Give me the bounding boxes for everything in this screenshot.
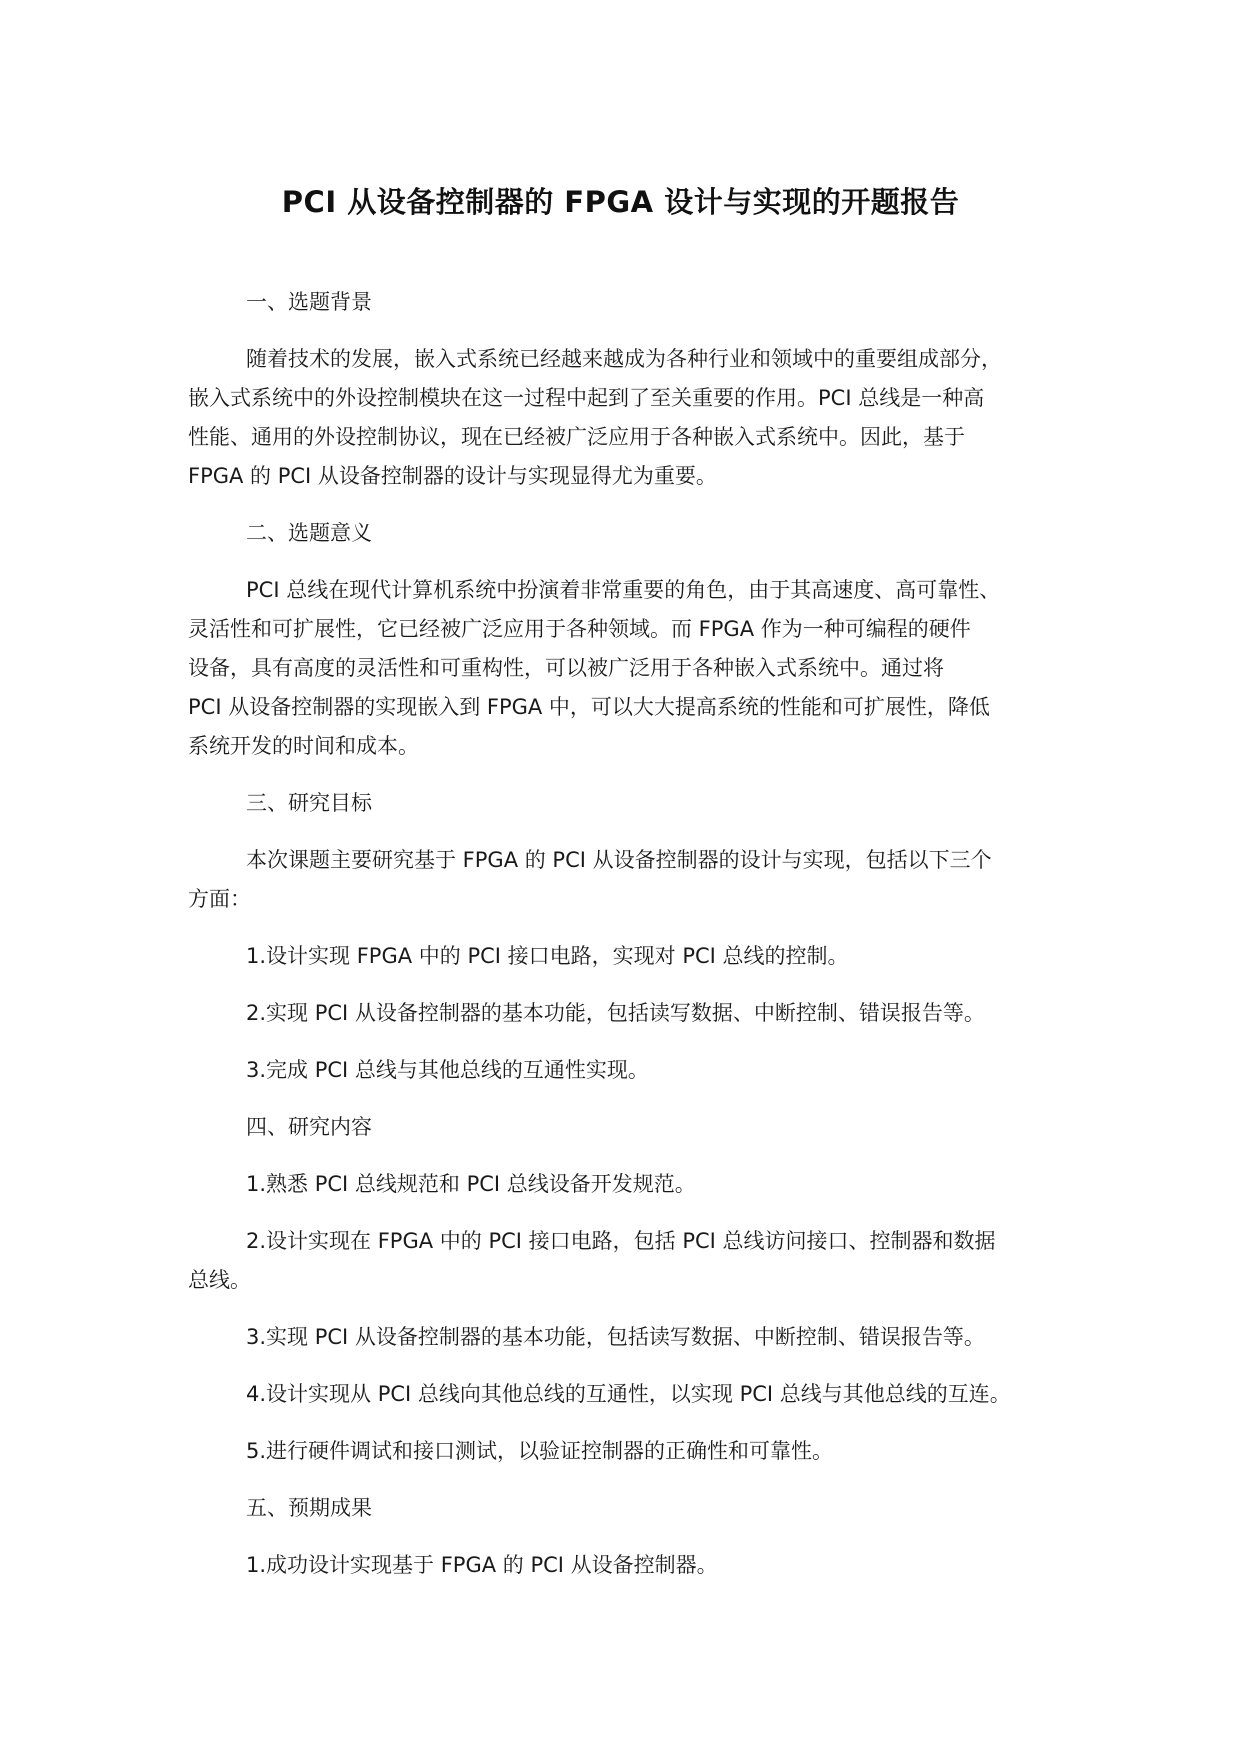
paragraph-line: PCI 从设备控制器的实现嵌入到 FPGA 中，可以大大提高系统的性能和可扩展性，降低 — [188, 695, 990, 719]
list-item-content-2 — [188, 1222, 1068, 1300]
section-heading-goals: 三、研究目标 — [246, 791, 372, 815]
section-heading-results: 五、预期成果 — [246, 1496, 372, 1520]
paragraph-line: 性能、通用的外设控制协议，现在已经被广泛应用于各种嵌入式系统中。因此，基于 — [188, 425, 965, 449]
paragraph-line: 方面： — [188, 887, 251, 911]
section-heading-background: 一、选题背景 — [246, 290, 372, 314]
paragraph-line: 嵌入式系统中的外设控制模块在这一过程中起到了至关重要的作用。PCI 总线是一种高 — [188, 386, 985, 410]
list-item-goal-1: 1.设计实现 FPGA 中的 PCI 接口电路，实现对 PCI 总线的控制。 — [246, 944, 849, 968]
list-item-goal-3: 3.完成 PCI 总线与其他总线的互通性实现。 — [246, 1058, 649, 1082]
paragraph-line: 总线。 — [188, 1268, 251, 1292]
document-body — [188, 283, 1068, 1603]
paragraph-significance — [188, 571, 1068, 766]
list-item-content-1: 1.熟悉 PCI 总线规范和 PCI 总线设备开发规范。 — [246, 1172, 696, 1196]
paragraph-line: 系统开发的时间和成本。 — [188, 734, 419, 758]
list-item-content-3: 3.实现 PCI 从设备控制器的基本功能，包括读写数据、中断控制、错误报告等。 — [246, 1325, 985, 1349]
paragraph-line: PCI 总线在现代计算机系统中扮演着非常重要的角色，由于其高速度、高可靠性、 — [246, 578, 1001, 602]
paragraph-line: 本次课题主要研究基于 FPGA 的 PCI 从设备控制器的设计与实现，包括以下三个 — [246, 848, 992, 872]
paragraph-goals-intro — [188, 841, 1068, 919]
list-item-content-4: 4.设计实现从 PCI 总线向其他总线的互通性，以实现 PCI 总线与其他总线的互连。 — [246, 1382, 1011, 1406]
paragraph-line: 随着技术的发展，嵌入式系统已经越来越成为各种行业和领域中的重要组成部分， — [246, 347, 1002, 371]
paragraph-background — [188, 340, 1068, 496]
list-item-content-5: 5.进行硬件调试和接口测试，以验证控制器的正确性和可靠性。 — [246, 1439, 834, 1463]
paragraph-line: 灵活性和可扩展性，它已经被广泛应用于各种领域。而 FPGA 作为一种可编程的硬件 — [188, 617, 971, 641]
list-item-results-1: 1.成功设计实现基于 FPGA 的 PCI 从设备控制器。 — [246, 1553, 718, 1577]
section-heading-content: 四、研究内容 — [246, 1115, 372, 1139]
paragraph-line: 2.设计实现在 FPGA 中的 PCI 接口电路，包括 PCI 总线访问接口、控制器和数据 — [246, 1229, 996, 1253]
document-title: PCI 从设备控制器的 FPGA 设计与实现的开题报告 — [281, 185, 960, 219]
list-item-goal-2: 2.实现 PCI 从设备控制器的基本功能，包括读写数据、中断控制、错误报告等。 — [246, 1001, 985, 1025]
paragraph-line: FPGA 的 PCI 从设备控制器的设计与实现显得尤为重要。 — [188, 464, 717, 488]
paragraph-line: 设备，具有高度的灵活性和可重构性，可以被广泛用于各种嵌入式系统中。通过将 — [188, 656, 944, 680]
section-heading-significance: 二、选题意义 — [246, 521, 372, 545]
